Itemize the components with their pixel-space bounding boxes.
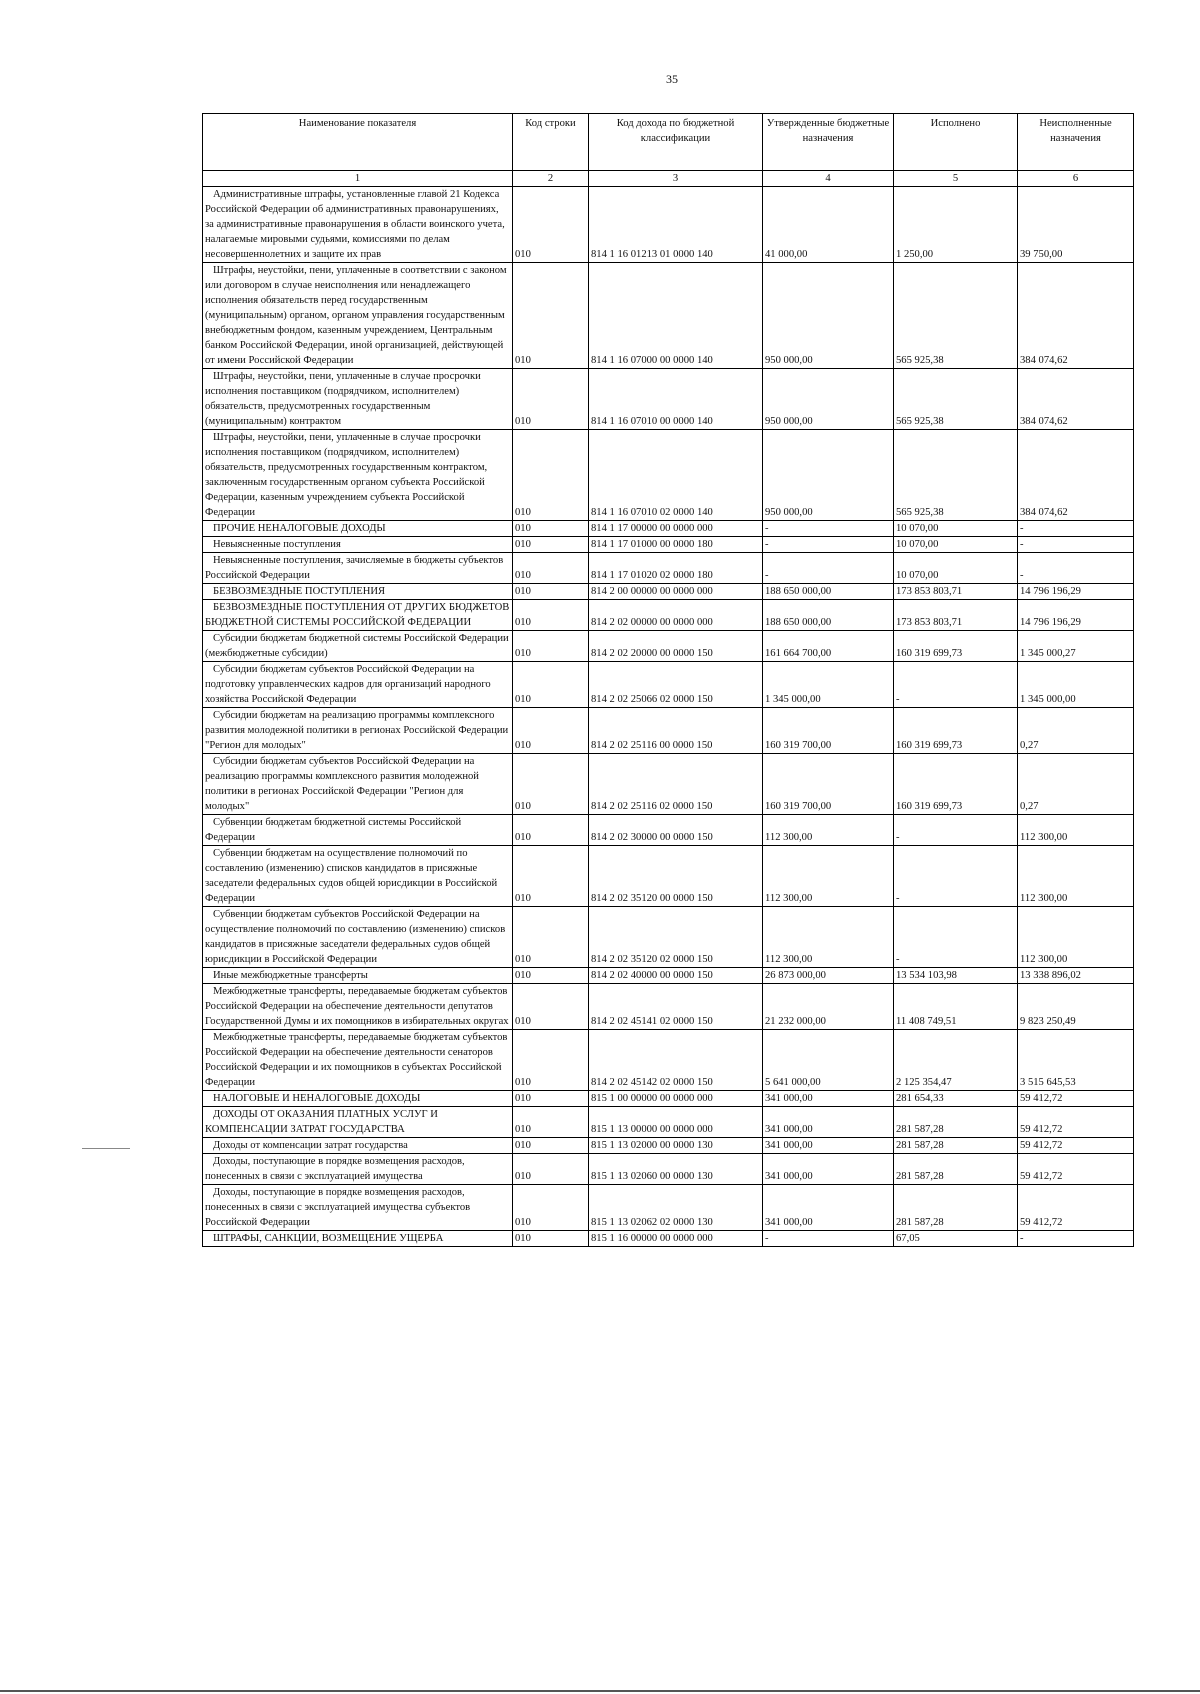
row-approved: 112 300,00 [763,907,894,968]
row-approved: 341 000,00 [763,1154,894,1185]
row-approved: - [763,1231,894,1247]
table-row [203,1185,1134,1231]
row-line-code: 010 [513,631,589,662]
row-approved: 188 650 000,00 [763,584,894,600]
column-number: 5 [894,171,1018,187]
row-income-code: 814 2 02 35120 00 0000 150 [589,846,763,907]
row-line-code: 010 [513,754,589,815]
row-executed: 2 125 354,47 [894,1030,1018,1091]
row-approved: 160 319 700,00 [763,754,894,815]
row-unexecuted: 59 412,72 [1018,1138,1134,1154]
row-executed: - [894,907,1018,968]
row-approved: 1 345 000,00 [763,662,894,708]
row-name: Межбюджетные трансферты, передаваемые бюджетам субъектов Российской Федерации на обеспечение деятельности депутатов Государственной Думы и их помощников в избирательных округах [203,984,513,1030]
row-income-code: 814 2 02 30000 00 0000 150 [589,815,763,846]
row-approved: 950 000,00 [763,369,894,430]
row-unexecuted: 14 796 196,29 [1018,584,1134,600]
table-row [203,1030,1134,1091]
row-approved: 341 000,00 [763,1185,894,1231]
row-line-code: 010 [513,984,589,1030]
row-line-code: 010 [513,968,589,984]
row-name: НАЛОГОВЫЕ И НЕНАЛОГОВЫЕ ДОХОДЫ [203,1091,513,1107]
row-unexecuted: 112 300,00 [1018,815,1134,846]
row-name: БЕЗВОЗМЕЗДНЫЕ ПОСТУПЛЕНИЯ ОТ ДРУГИХ БЮДЖЕТОВ БЮДЖЕТНОЙ СИСТЕМЫ РОССИЙСКОЙ ФЕДЕРАЦИИ [203,600,513,631]
row-executed: 10 070,00 [894,553,1018,584]
table-row [203,846,1134,907]
row-approved: 26 873 000,00 [763,968,894,984]
table-row [203,1231,1134,1247]
row-income-code: 814 1 16 07000 00 0000 140 [589,263,763,369]
row-name: Доходы, поступающие в порядке возмещения расходов, понесенных в связи с эксплуатацией имущества [203,1154,513,1185]
row-approved: 161 664 700,00 [763,631,894,662]
row-line-code: 010 [513,846,589,907]
row-line-code: 010 [513,537,589,553]
table-row [203,815,1134,846]
table-row [203,631,1134,662]
header-indicator-name: Наименование показателя [203,114,513,171]
row-approved: 341 000,00 [763,1091,894,1107]
row-income-code: 814 1 17 01000 00 0000 180 [589,537,763,553]
table-header-row [203,114,1134,171]
row-executed: 281 587,28 [894,1107,1018,1138]
row-name: ПРОЧИЕ НЕНАЛОГОВЫЕ ДОХОДЫ [203,521,513,537]
row-name: Субсидии бюджетам субъектов Российской Федерации на подготовку управленческих кадров для организаций народного хозяйства Российской Федерации [203,662,513,708]
row-income-code: 814 2 02 25066 02 0000 150 [589,662,763,708]
row-income-code: 814 2 00 00000 00 0000 000 [589,584,763,600]
column-number: 3 [589,171,763,187]
row-executed: - [894,846,1018,907]
row-unexecuted: 0,27 [1018,754,1134,815]
row-line-code: 010 [513,1154,589,1185]
header-unexecuted: Неисполненные назначения [1018,114,1134,171]
table-body [203,187,1134,1247]
row-income-code: 814 2 02 20000 00 0000 150 [589,631,763,662]
row-approved: 5 641 000,00 [763,1030,894,1091]
row-approved: 341 000,00 [763,1138,894,1154]
row-name: Субвенции бюджетам субъектов Российской Федерации на осуществление полномочий по составлению (изменению) списков кандидатов в присяжные заседатели федеральных судов общей юрисдикции в Российской Федерации [203,907,513,968]
table-row [203,537,1134,553]
row-name: Субвенции бюджетам бюджетной системы Российской Федерации [203,815,513,846]
row-approved: - [763,521,894,537]
table-row [203,187,1134,263]
row-name: Субсидии бюджетам на реализацию программы комплексного развития молодежной политики в регионах Российской Федерации "Регион для молодых" [203,708,513,754]
row-line-code: 010 [513,1185,589,1231]
row-executed: 160 319 699,73 [894,708,1018,754]
row-unexecuted: 59 412,72 [1018,1154,1134,1185]
row-income-code: 814 2 02 40000 00 0000 150 [589,968,763,984]
row-line-code: 010 [513,521,589,537]
row-unexecuted: 59 412,72 [1018,1091,1134,1107]
row-name: Невыясненные поступления, зачисляемые в бюджеты субъектов Российской Федерации [203,553,513,584]
row-executed: 13 534 103,98 [894,968,1018,984]
column-number: 4 [763,171,894,187]
row-approved: 21 232 000,00 [763,984,894,1030]
row-income-code: 815 1 00 00000 00 0000 000 [589,1091,763,1107]
row-line-code: 010 [513,553,589,584]
row-name: Административные штрафы, установленные главой 21 Кодекса Российской Федерации об административных правонарушениях, за административные правонарушения в области воинского учета, налагаемые мировыми судьями, комиссиями по делам несовершеннолетних и защите их прав [203,187,513,263]
row-name: Невыясненные поступления [203,537,513,553]
table-row [203,662,1134,708]
column-number: 1 [203,171,513,187]
row-approved: 160 319 700,00 [763,708,894,754]
row-name: Доходы, поступающие в порядке возмещения расходов, понесенных в связи с эксплуатацией имущества субъектов Российской Федерации [203,1185,513,1231]
row-income-code: 814 1 17 00000 00 0000 000 [589,521,763,537]
column-numbers-row [203,171,1134,187]
row-unexecuted: 112 300,00 [1018,907,1134,968]
row-unexecuted: - [1018,553,1134,584]
column-number: 2 [513,171,589,187]
table-row [203,430,1134,521]
row-line-code: 010 [513,1231,589,1247]
row-name: Субвенции бюджетам на осуществление полномочий по составлению (изменению) списков кандидатов в присяжные заседатели федеральных судов общей юрисдикции в Российской Федерации [203,846,513,907]
table-row [203,600,1134,631]
row-unexecuted: 1 345 000,27 [1018,631,1134,662]
row-line-code: 010 [513,708,589,754]
row-name: Иные межбюджетные трансферты [203,968,513,984]
row-unexecuted: 384 074,62 [1018,430,1134,521]
row-name: Штрафы, неустойки, пени, уплаченные в случае просрочки исполнения поставщиком (подрядчиком, исполнителем) обязательств, предусмотренных государственным контрактом, заключенным государственным органом субъекта Российской Федерации, казенным учреждением субъекта Российской Федерации [203,430,513,521]
table-row [203,263,1134,369]
row-executed: 565 925,38 [894,263,1018,369]
row-income-code: 815 1 13 02060 00 0000 130 [589,1154,763,1185]
table-row [203,968,1134,984]
row-unexecuted: - [1018,1231,1134,1247]
row-unexecuted: 384 074,62 [1018,263,1134,369]
row-executed: 173 853 803,71 [894,584,1018,600]
row-unexecuted: 3 515 645,53 [1018,1030,1134,1091]
row-executed: - [894,815,1018,846]
table-row [203,708,1134,754]
row-executed: 160 319 699,73 [894,754,1018,815]
row-name: Штрафы, неустойки, пени, уплаченные в случае просрочки исполнения поставщиком (подрядчиком, исполнителем) обязательств, предусмотренных государственным (муниципальным) контрактом [203,369,513,430]
header-line-code: Код строки [513,114,589,171]
row-approved: 341 000,00 [763,1107,894,1138]
column-number: 6 [1018,171,1134,187]
row-income-code: 814 2 02 35120 02 0000 150 [589,907,763,968]
row-income-code: 815 1 16 00000 00 0000 000 [589,1231,763,1247]
row-executed: 565 925,38 [894,430,1018,521]
row-line-code: 010 [513,1107,589,1138]
row-approved: 950 000,00 [763,430,894,521]
header-approved: Утвержденные бюджетные назначения [763,114,894,171]
row-unexecuted: 112 300,00 [1018,846,1134,907]
budget-report-table [202,113,1134,1247]
row-approved: - [763,537,894,553]
row-income-code: 814 2 02 00000 00 0000 000 [589,600,763,631]
row-income-code: 814 2 02 45141 02 0000 150 [589,984,763,1030]
row-approved: 188 650 000,00 [763,600,894,631]
row-line-code: 010 [513,263,589,369]
row-unexecuted: 59 412,72 [1018,1185,1134,1231]
row-income-code: 814 1 16 07010 02 0000 140 [589,430,763,521]
row-income-code: 814 1 16 01213 01 0000 140 [589,187,763,263]
row-executed: 1 250,00 [894,187,1018,263]
row-unexecuted: 39 750,00 [1018,187,1134,263]
row-line-code: 010 [513,815,589,846]
table-row [203,1091,1134,1107]
row-unexecuted: 59 412,72 [1018,1107,1134,1138]
table-row [203,1107,1134,1138]
row-line-code: 010 [513,1091,589,1107]
row-line-code: 010 [513,662,589,708]
header-executed: Исполнено [894,114,1018,171]
page-number: 35 [666,72,678,86]
row-approved: - [763,553,894,584]
header-income-code: Код дохода по бюджетной классификации [589,114,763,171]
row-line-code: 010 [513,369,589,430]
table-row [203,754,1134,815]
row-line-code: 010 [513,584,589,600]
row-line-code: 010 [513,1138,589,1154]
row-name: Доходы от компенсации затрат государства [203,1138,513,1154]
row-executed: 11 408 749,51 [894,984,1018,1030]
row-unexecuted: 9 823 250,49 [1018,984,1134,1030]
row-name: Субсидии бюджетам бюджетной системы Российской Федерации (межбюджетные субсидии) [203,631,513,662]
row-executed: 281 587,28 [894,1138,1018,1154]
row-income-code: 815 1 13 00000 00 0000 000 [589,1107,763,1138]
row-unexecuted: 0,27 [1018,708,1134,754]
row-income-code: 814 2 02 25116 02 0000 150 [589,754,763,815]
row-executed: 173 853 803,71 [894,600,1018,631]
row-executed: 281 587,28 [894,1185,1018,1231]
row-income-code: 814 2 02 25116 00 0000 150 [589,708,763,754]
row-executed: 281 587,28 [894,1154,1018,1185]
row-income-code: 815 1 13 02062 02 0000 130 [589,1185,763,1231]
table-row [203,984,1134,1030]
row-line-code: 010 [513,430,589,521]
row-unexecuted: - [1018,521,1134,537]
row-name: Штрафы, неустойки, пени, уплаченные в соответствии с законом или договором в случае неисполнения или ненадлежащего исполнения обязательств перед государственным (муниципальным) органом, органом управления государственным внебюджетным фондом, казенным учреждением, Центральным банком Российской Федерации, иной организацией, действующей от имени Российской Федерации [203,263,513,369]
row-approved: 112 300,00 [763,815,894,846]
row-name: Межбюджетные трансферты, передаваемые бюджетам субъектов Российской Федерации на обеспечение деятельности сенаторов Российской Федерации и их помощников в субъектах Российской Федерации [203,1030,513,1091]
table-row [203,1138,1134,1154]
table-row [203,521,1134,537]
row-unexecuted: 384 074,62 [1018,369,1134,430]
table-row [203,907,1134,968]
row-executed: 565 925,38 [894,369,1018,430]
row-executed: 67,05 [894,1231,1018,1247]
row-approved: 112 300,00 [763,846,894,907]
table-row [203,553,1134,584]
page-bottom-rule [0,1690,1200,1692]
row-name: БЕЗВОЗМЕЗДНЫЕ ПОСТУПЛЕНИЯ [203,584,513,600]
row-executed: 281 654,33 [894,1091,1018,1107]
row-income-code: 814 1 16 07010 00 0000 140 [589,369,763,430]
row-income-code: 814 1 17 01020 02 0000 180 [589,553,763,584]
row-unexecuted: - [1018,537,1134,553]
row-income-code: 815 1 13 02000 00 0000 130 [589,1138,763,1154]
margin-mark [82,1148,130,1149]
row-line-code: 010 [513,187,589,263]
row-approved: 950 000,00 [763,263,894,369]
table-row [203,584,1134,600]
row-executed: 160 319 699,73 [894,631,1018,662]
table-row [203,369,1134,430]
row-line-code: 010 [513,907,589,968]
row-income-code: 814 2 02 45142 02 0000 150 [589,1030,763,1091]
row-name: ШТРАФЫ, САНКЦИИ, ВОЗМЕЩЕНИЕ УЩЕРБА [203,1231,513,1247]
row-approved: 41 000,00 [763,187,894,263]
table-row [203,1154,1134,1185]
row-name: ДОХОДЫ ОТ ОКАЗАНИЯ ПЛАТНЫХ УСЛУГ И КОМПЕНСАЦИИ ЗАТРАТ ГОСУДАРСТВА [203,1107,513,1138]
row-unexecuted: 14 796 196,29 [1018,600,1134,631]
row-line-code: 010 [513,1030,589,1091]
row-executed: 10 070,00 [894,537,1018,553]
row-executed: - [894,662,1018,708]
row-name: Субсидии бюджетам субъектов Российской Федерации на реализацию программы комплексного развития молодежной политики в регионах Российской Федерации "Регион для молодых" [203,754,513,815]
row-unexecuted: 13 338 896,02 [1018,968,1134,984]
row-executed: 10 070,00 [894,521,1018,537]
row-unexecuted: 1 345 000,00 [1018,662,1134,708]
row-line-code: 010 [513,600,589,631]
